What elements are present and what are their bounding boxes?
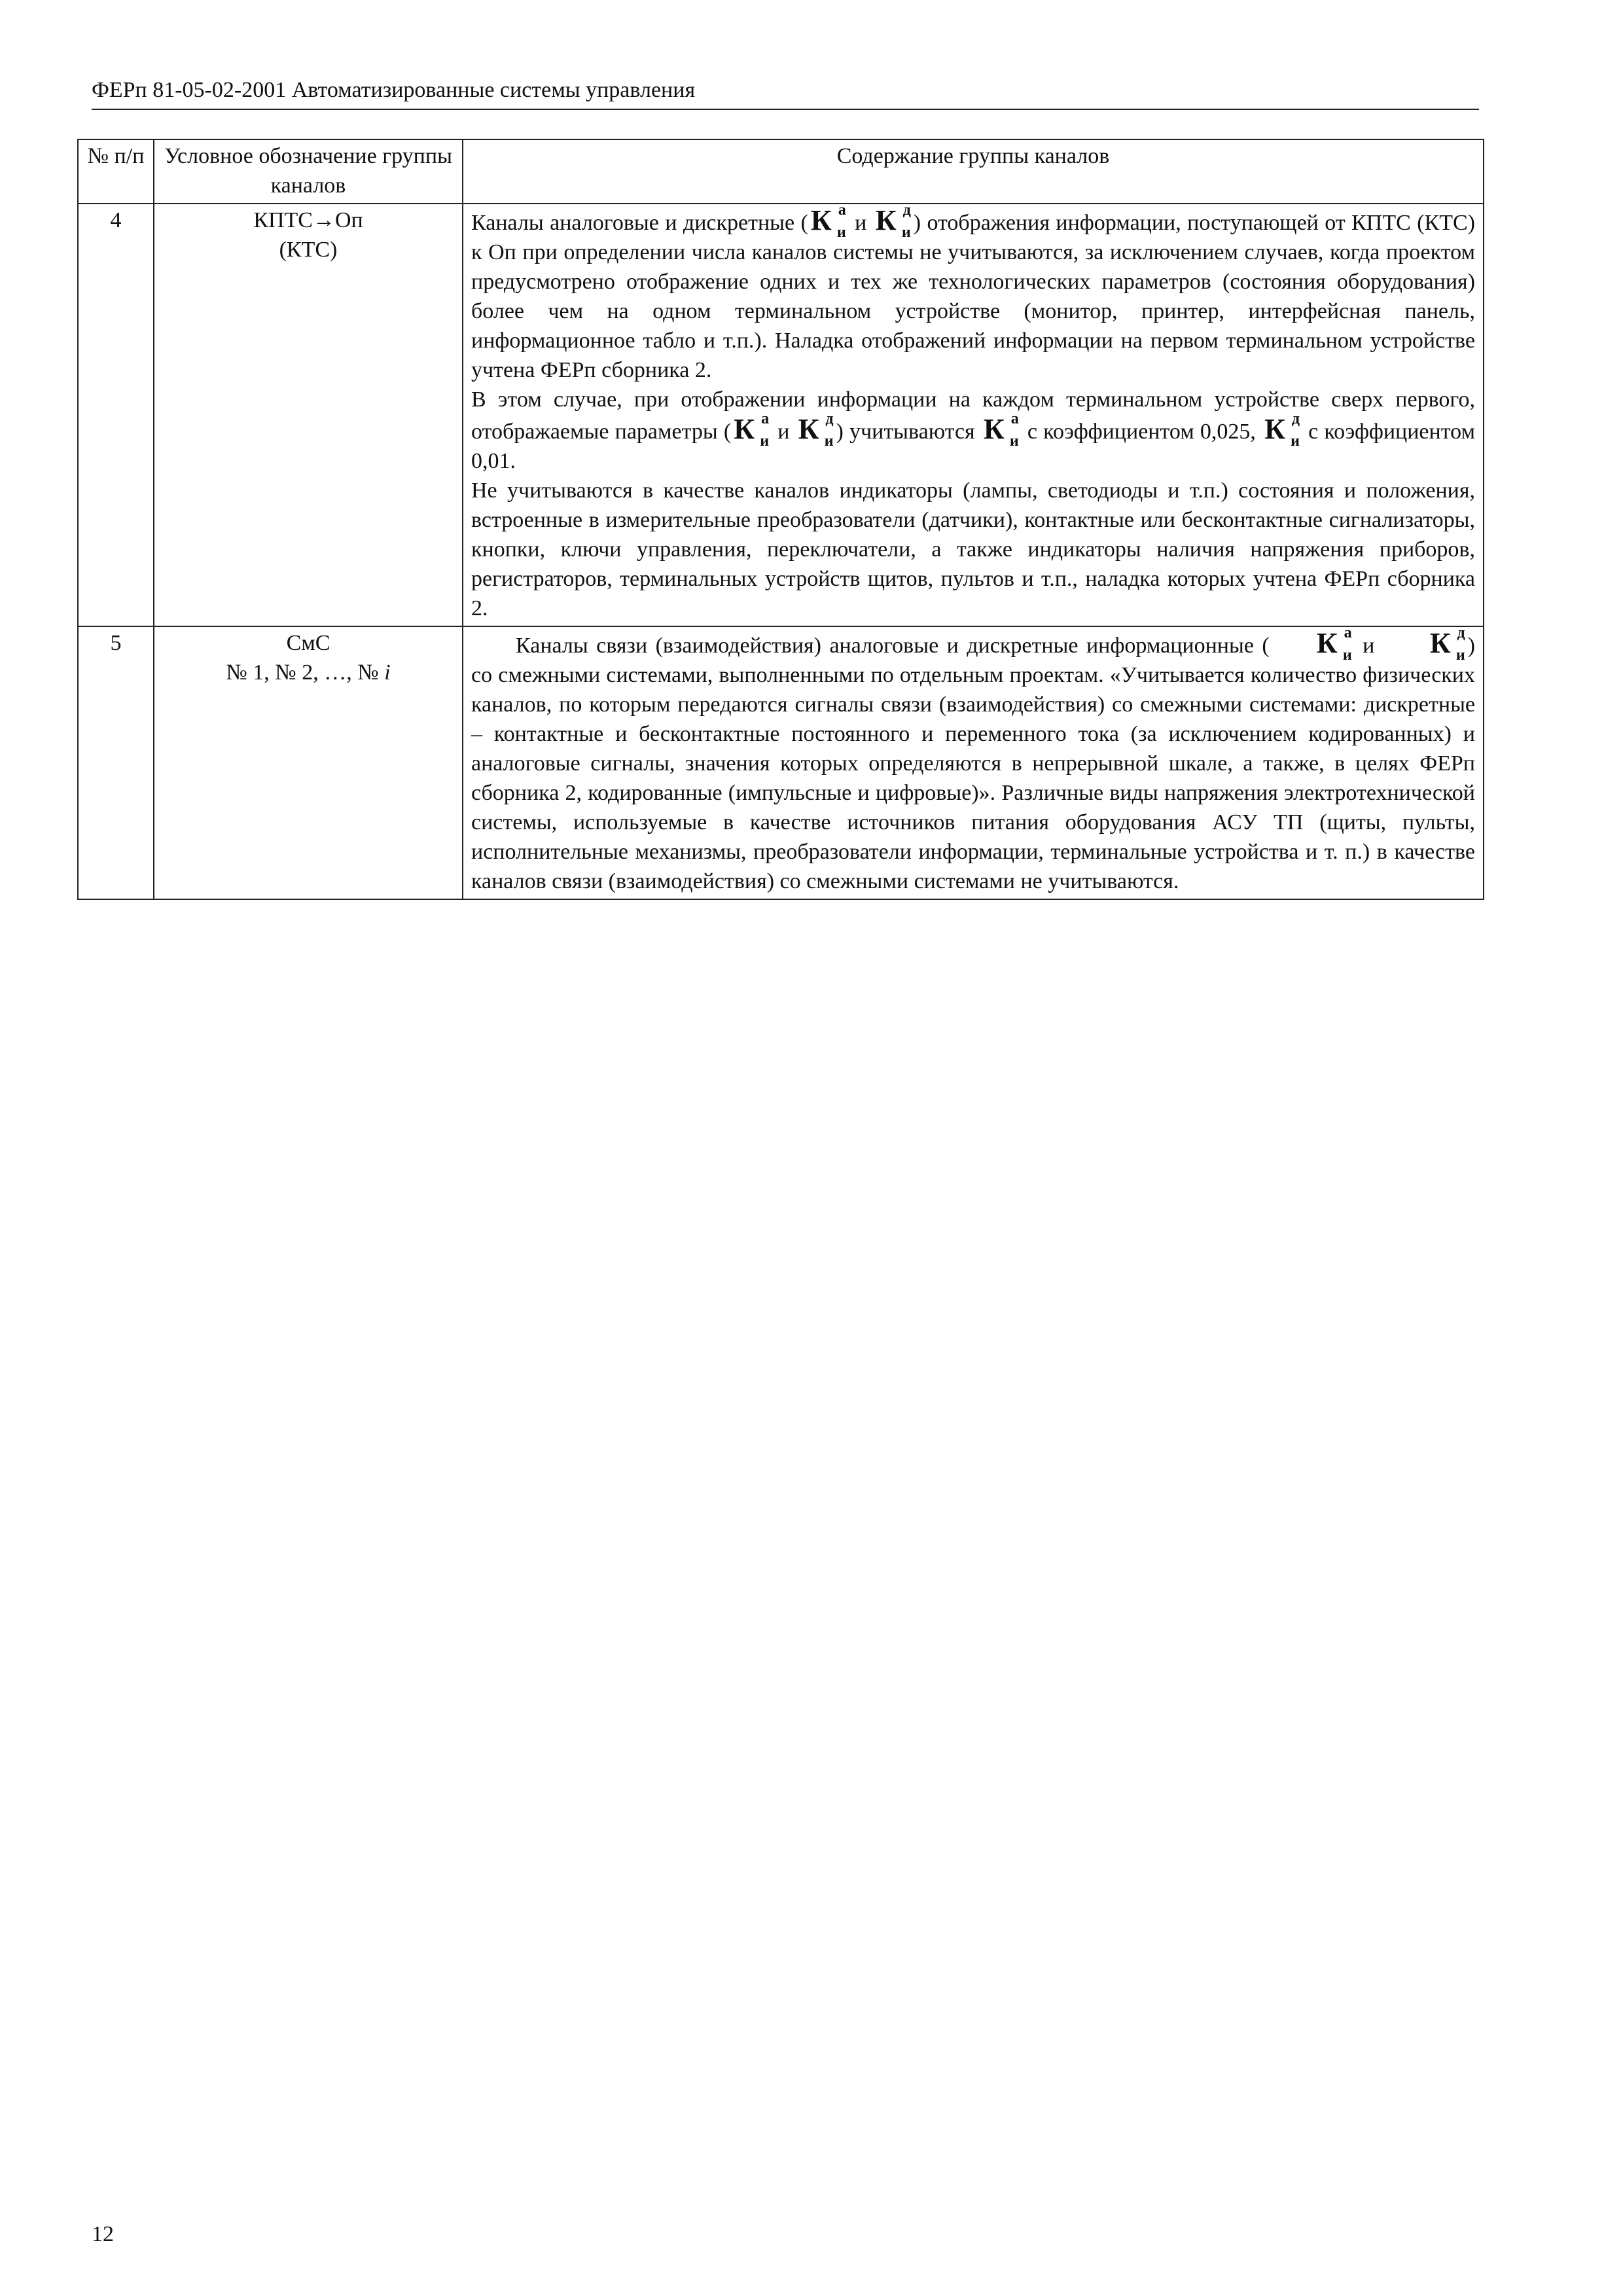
- group-symbol-line2: [226, 660, 390, 685]
- column-header-content: Содержание группы каналов: [463, 139, 1484, 204]
- group-content: [463, 204, 1484, 626]
- text-run: Каналы связи (взаимодействия) аналоговые и дискретные информационные (: [516, 634, 1270, 658]
- table-header-row: [78, 139, 1484, 204]
- row-number: 5: [78, 626, 154, 899]
- text-run: с коэффициентом 0,01.: [471, 420, 1475, 473]
- group-symbol: [154, 626, 463, 899]
- symbol-subscript: и: [836, 224, 846, 241]
- text-run: Каналы аналоговые и дискретные (: [471, 211, 808, 235]
- text-run: В этом случае, при отображении информации на каждом терминальном устройстве сверх первого, отображаемые параметры (: [471, 387, 1475, 444]
- symbol-subscript: и: [824, 433, 834, 450]
- content-paragraph: Не учитываются в качестве каналов индикаторы (лампы, светодиоды и т.п.) состояния и положения, встроенные в измерительные преобразователи (датчики), контактные или бесконтактные сигнализаторы, кнопки, ключи управления, переключатели, а также индикаторы наличия напряжения приборов, регистраторов, терминальных устройств щитов, пультов и т.п., наладка которых учтена ФЕРп сборника 2.: [471, 478, 1475, 620]
- text-run: i: [384, 660, 391, 685]
- channels-table: [77, 139, 1484, 900]
- text-run: ) со смежными системами, выполненными по отдельным проектам. «Учитывается количество физических каналов, по которым передаются сигналы связи (взаимодействия) со смежными системами: дискретные – контактные и бесконтактные постоянного и переменного тока (за исключением кодированных) и аналоговые сигналы, значения которых определяются в непрерывной шкале, а также, в целях ФЕРп сборника 2, кодированные (импульсные и цифровые)». Различные виды напряжения электротехнической системы, используемые в качестве источников питания оборудования АСУ ТП (щиты, пульты, исполнительные механизмы, преобразователи информации, терминальные устройства и т. п.) в качестве каналов связи (взаимодействия) со смежными системами не учитываются.: [471, 634, 1475, 893]
- text-run: с коэффициентом 0,025,: [1021, 420, 1262, 444]
- discrete-channel-symbol: [875, 202, 911, 241]
- symbol-superscript: а: [1344, 624, 1352, 641]
- text-run: и: [772, 420, 796, 444]
- symbol-subscript: и: [1455, 647, 1465, 664]
- symbol-superscript: а: [838, 202, 846, 219]
- text-run: ) отображения информации, поступающей от КПТС (КТС) к Оп при определении числа каналов системы не учитываются, за исключением случаев, когда проектом предусмотрено отображение одних и тех же технологических параметров (состояния оборудования) более чем на одном терминальном устройстве (монитор, принтер, интерфейсная панель, информационное табло и т.п.). Наладка отображений информации на первом терминальном устройстве учтена ФЕРп сборника 2.: [471, 211, 1475, 382]
- analog-channel-symbol: [734, 410, 770, 450]
- symbol-subscript: и: [1009, 433, 1019, 450]
- symbol-base: К: [1429, 627, 1451, 659]
- group-symbol-line2: (КТС): [279, 238, 338, 262]
- table-row: [78, 204, 1484, 626]
- symbol-superscript: а: [761, 410, 770, 427]
- symbol-base: К: [1316, 627, 1338, 659]
- symbol-subscript: и: [1342, 647, 1352, 664]
- content-paragraph: [471, 385, 1475, 476]
- content-paragraph: [471, 624, 1475, 896]
- analog-channel-symbol: [983, 410, 1019, 450]
- group-symbol: [154, 204, 463, 626]
- discrete-channel-symbol: [1385, 624, 1465, 664]
- group-symbol-line1: КПТС→Оп: [253, 208, 363, 232]
- symbol-superscript: а: [1010, 410, 1019, 427]
- discrete-channel-symbol: [798, 410, 834, 450]
- symbol-base: К: [983, 413, 1005, 445]
- text-run: № 1, № 2, …, №: [226, 660, 385, 685]
- symbol-superscript: д: [1457, 624, 1465, 641]
- symbol-base: К: [875, 204, 897, 236]
- row-number: 4: [78, 204, 154, 626]
- column-header-symbol: Условное обозначение группы каналов: [154, 139, 463, 204]
- symbol-subscript: и: [901, 224, 911, 241]
- symbol-base: К: [1264, 413, 1285, 445]
- symbol-superscript: д: [902, 202, 911, 219]
- symbol-subscript: и: [1291, 433, 1300, 450]
- column-header-number: № п/п: [78, 139, 154, 204]
- symbol-base: К: [810, 204, 832, 236]
- content-paragraph: [471, 202, 1475, 385]
- group-content: [463, 626, 1484, 899]
- symbol-subscript: и: [760, 433, 770, 450]
- symbol-base: К: [798, 413, 819, 445]
- symbol-superscript: д: [1291, 410, 1300, 427]
- text-run: и: [848, 211, 873, 235]
- page-number: 12: [92, 2222, 114, 2246]
- text-run: ) учитываются: [836, 420, 981, 444]
- text-run: и: [1354, 634, 1383, 658]
- analog-channel-symbol: [810, 202, 846, 241]
- symbol-superscript: д: [825, 410, 834, 427]
- symbol-base: К: [734, 413, 755, 445]
- group-symbol-line1: СмС: [286, 631, 330, 655]
- analog-channel-symbol: [1272, 624, 1352, 664]
- page-header: ФЕРп 81-05-02-2001 Автоматизированные системы управления: [92, 77, 1479, 110]
- discrete-channel-symbol: [1264, 410, 1300, 450]
- table-row: [78, 626, 1484, 899]
